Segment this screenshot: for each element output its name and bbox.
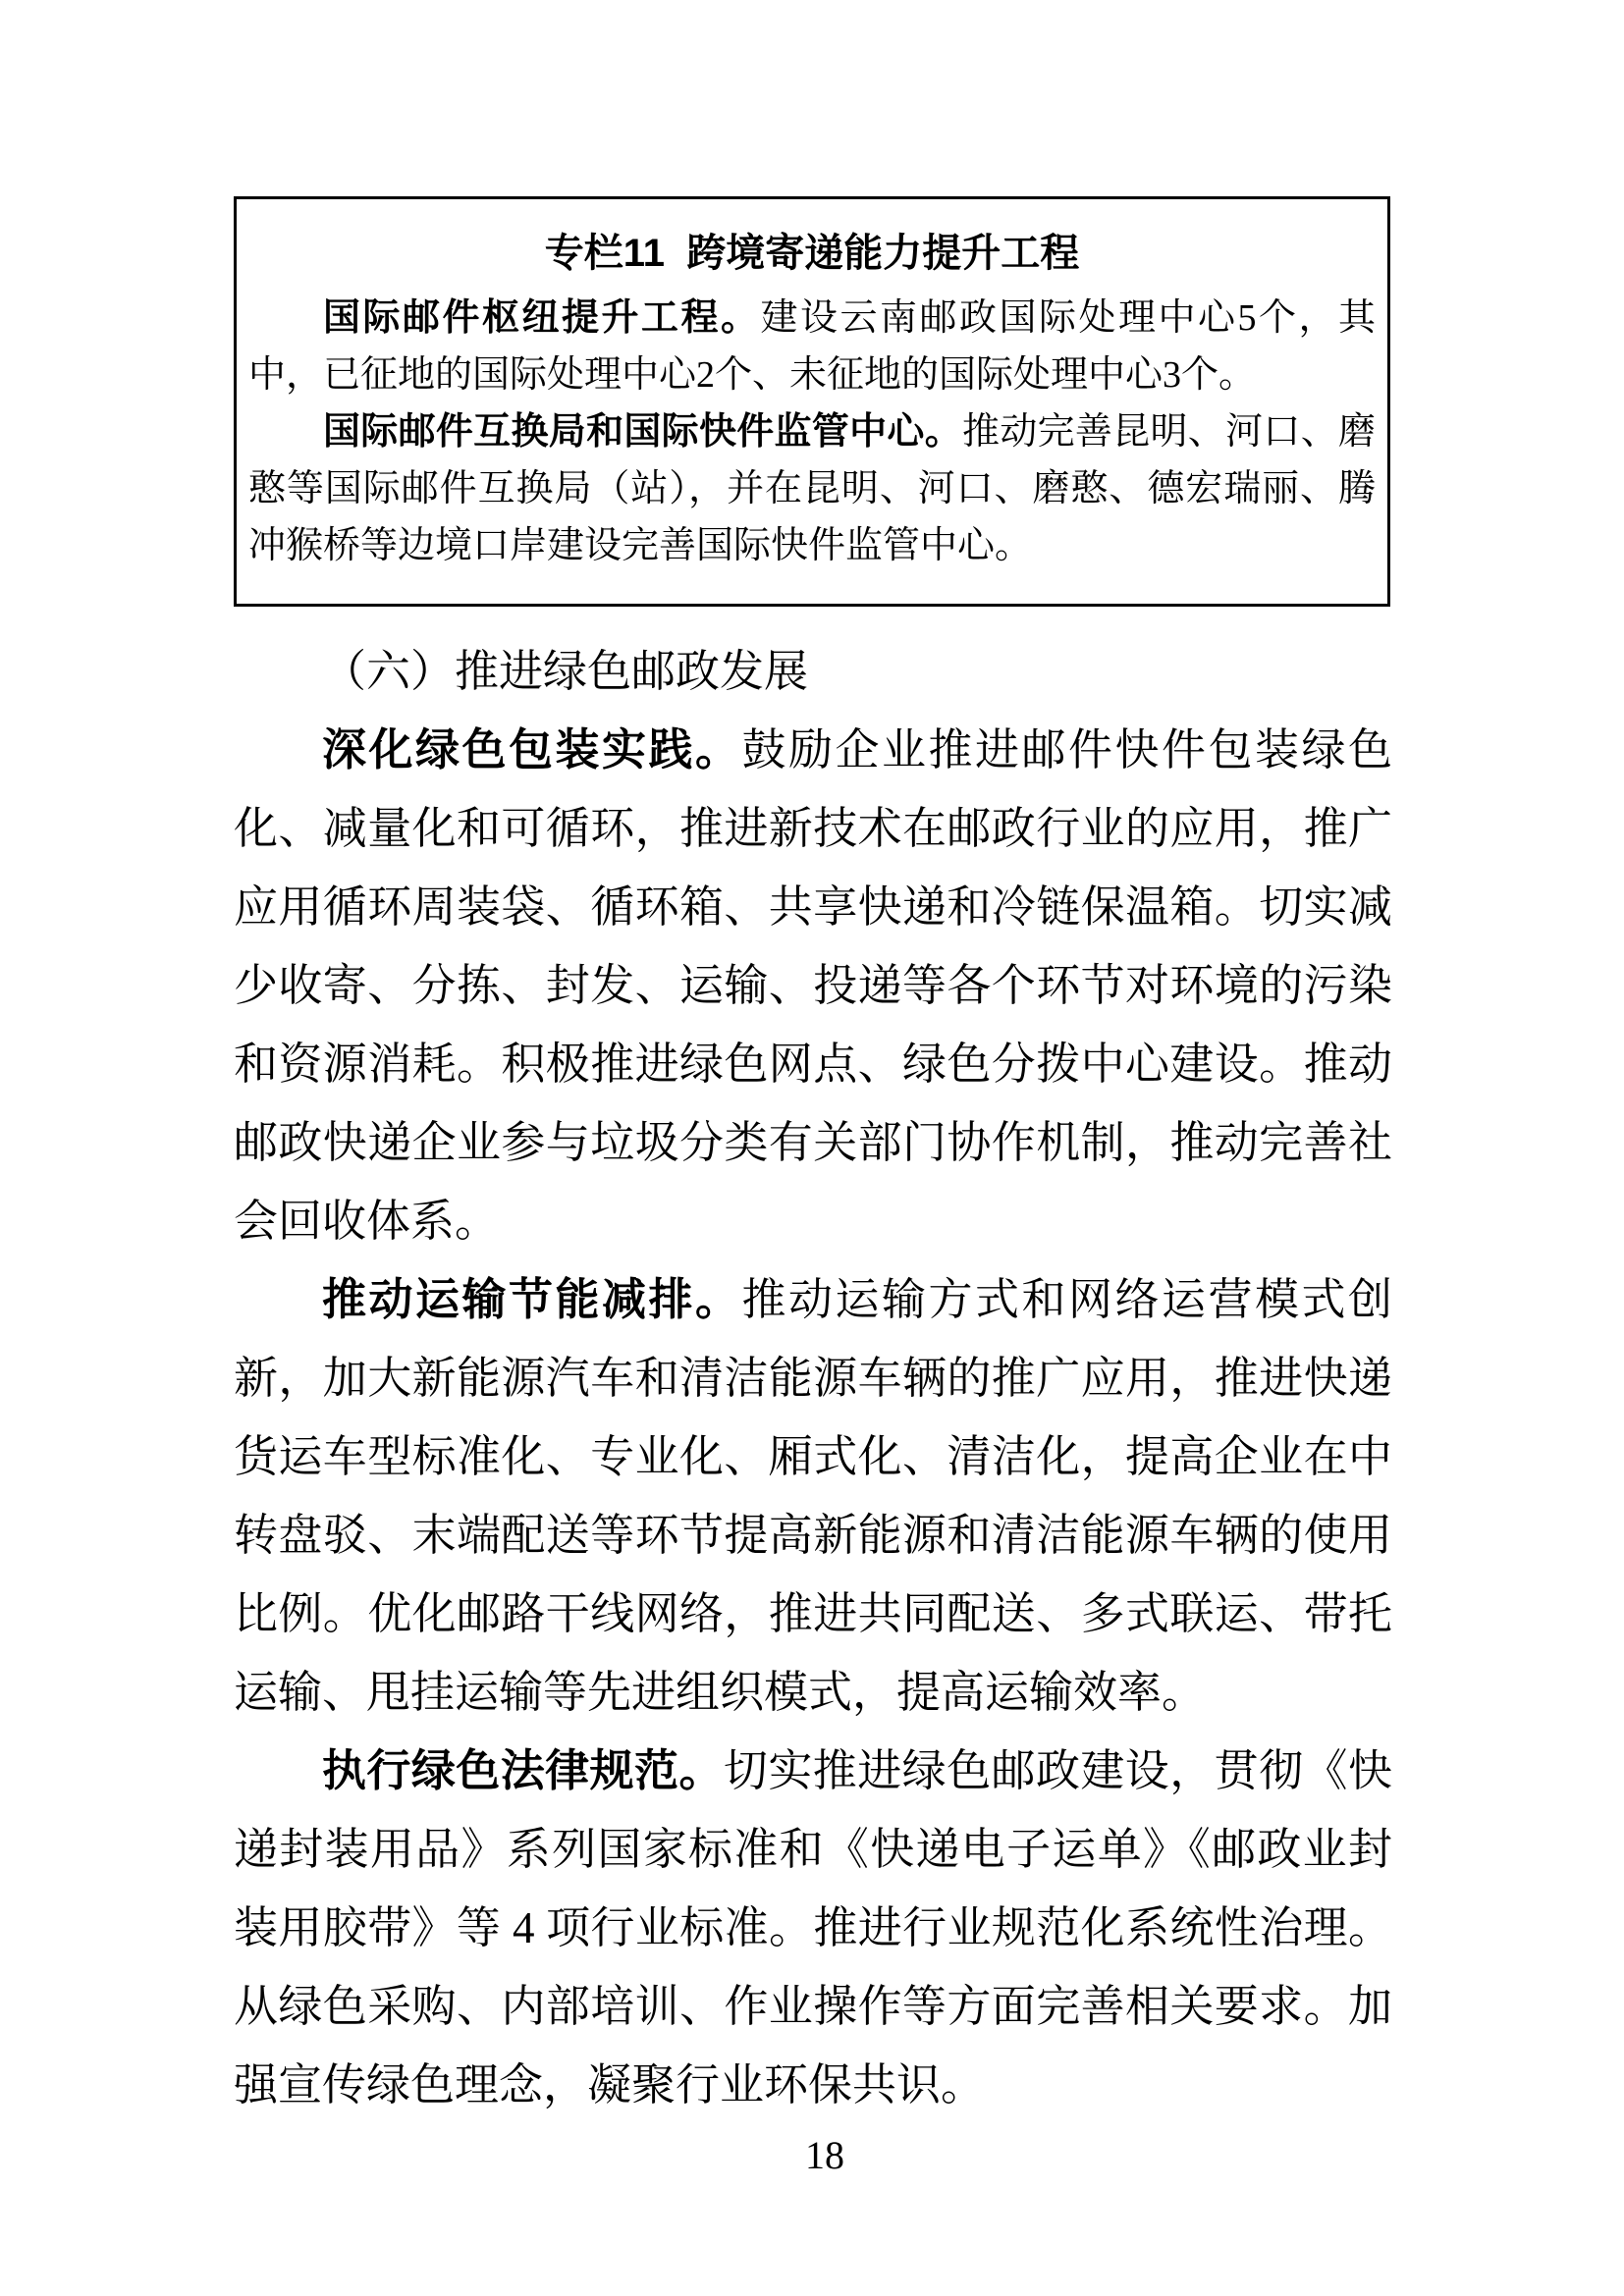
paragraph-text: 推动完善昆明、河口、磨憨等国际邮件互换局（站），并在昆明、河口、磨憨、德宏瑞丽、腾冲猴桥等边境口岸建设完善国际快件监管中心。 bbox=[248, 411, 1376, 566]
paragraph-lead: 推动运输节能减排。 bbox=[322, 1274, 742, 1324]
body-paragraph bbox=[234, 1732, 1392, 2124]
paragraph-text: 鼓励企业推进邮件快件包装绿色化、减量化和可循环，推进新技术在邮政行业的应用，推广应用循环周装袋、循环箱、共享快递和冷链保温箱。切实减少收寄、分拣、封发、运输、投递等各个环节对环境的污染和资源消耗。积极推进绿色网点、绿色分拨中心建设。推动邮政快递企业参与垃圾分类有关部门协作机制，推动完善社会回收体系。 bbox=[234, 725, 1392, 1246]
paragraph-lead: 深化绿色包装实践。 bbox=[322, 724, 742, 774]
content-column bbox=[234, 196, 1392, 2124]
paragraph-lead: 国际邮件枢纽提升工程。 bbox=[323, 297, 761, 339]
paragraph-lead: 国际邮件互换局和国际快件监管中心。 bbox=[323, 411, 963, 453]
paragraph-text: 切实推进绿色邮政建设，贯彻《快递封装用品》系列国家标准和《快递电子运单》《邮政业封装用胶带》等 4 项行业标准。推进行业规范化系统性治理。从绿色采购、内部培训、作业操作等方面完善相关要求。加强宣传绿色理念，凝聚行业环保共识。 bbox=[234, 1746, 1392, 2109]
callout-box bbox=[234, 196, 1390, 607]
body-paragraph bbox=[234, 711, 1392, 1260]
callout-paragraph bbox=[248, 403, 1376, 574]
paragraph-text: 建设云南邮政国际处理中心5个，其中，已征地的国际处理中心2个、未征地的国际处理中心3个。 bbox=[248, 297, 1376, 396]
paragraph-lead: 执行绿色法律规范。 bbox=[322, 1745, 724, 1795]
callout-paragraph bbox=[248, 290, 1376, 403]
body-paragraph bbox=[234, 1260, 1392, 1732]
paragraph-text: 推动运输方式和网络运营模式创新，加大新能源汽车和清洁能源车辆的推广应用，推进快递货运车型标准化、专业化、厢式化、清洁化，提高企业在中转盘驳、末端配送等环节提高新能源和清洁能源车辆的使用比例。优化邮路干线网络，推进共同配送、多式联运、带托运输、甩挂运输等先进组织模式，提高运输效率。 bbox=[234, 1275, 1392, 1717]
page-number: 18 bbox=[805, 2133, 844, 2177]
callout-box-title: 专栏11 跨境寄递能力提升工程 bbox=[544, 232, 1080, 275]
section-heading: （六）推进绿色邮政发展 bbox=[322, 647, 809, 696]
